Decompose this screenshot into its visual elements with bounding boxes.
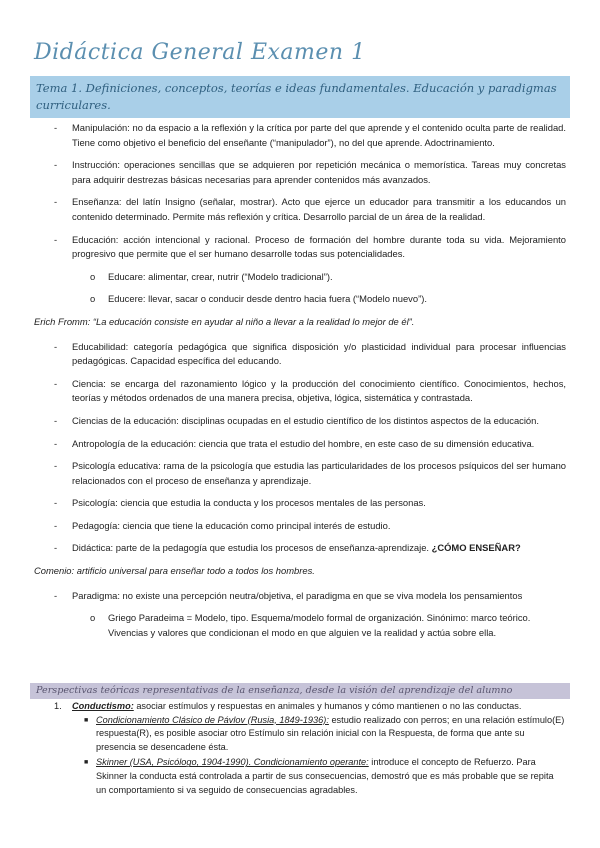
numbered-item: 1. Conductismo: asociar estímulos y respuestas en animales y humanos y cómo mantienen o no las conductas. — [54, 701, 522, 711]
page-title: Didáctica General Examen 1 — [34, 40, 366, 65]
definition-item: - Ciencia: se encarga del razonamiento lógico y la producción del conocimiento científico. Conocimientos, hechos, teorías y métodos ordenados de una manera precisa, objetiva, lógica, sistemática y contrastada. — [54, 377, 566, 404]
section-heading: Tema 1. Definiciones, conceptos, teorías e ideas fundamentales. Educación y paradigmas curriculares. — [36, 81, 557, 112]
definition-item: - Educación: acción intencional y racional. Proceso de formación del hombre durante toda su vida. Mejoramiento progresivo que permite que el ser humano desarrolle todas sus potencialidades. — [54, 233, 566, 260]
section-heading-2: Perspectivas teóricas representativas de la enseñanza, desde la visión del aprendizaje del alumno — [36, 685, 513, 696]
sub-point: ■ Condicionamiento Clásico de Pávlov (Rusia, 1849-1936): estudio realizado con perros; en una relación estímulo(E) respuesta(R), es posible asociar otro Estímulo sin relación inicial con la Respuesta, de forma que ante su presencia se desencadene ésta. — [84, 714, 565, 752]
definition-item: - Psicología educativa: rama de la psicología que estudia las particularidades de los procesos psíquicos del ser humano relacionados con el proceso de enseñanza y aprendizaje. — [54, 460, 566, 486]
quote: Erich Fromm: “La educación consiste en ayudar al niño a llevar a la realidad lo mejor de él”. — [34, 315, 415, 327]
section-body-2 — [34, 700, 566, 799]
section-heading-band-2 — [30, 683, 570, 699]
definition-item: - Ciencias de la educación: disciplinas ocupadas en el estudio científico de los distintos aspectos de la educación. — [54, 414, 539, 426]
sub-item: o Educare: alimentar, crear, nutrir (“Modelo tradicional”). — [90, 270, 333, 282]
definition-item: - Educabilidad: categoría pedagógica que significa disposición y/o plasticidad individual para procesar influencias pedagógicas. Capacidad específica del educando. — [54, 340, 566, 367]
quote: Comenio: artificio universal para enseñar todo a todos los hombres. — [34, 565, 315, 577]
definition-item: - Paradigma: no existe una percepción neutra/objetiva, el paradigma en que se viva modela los pensamientos — [54, 589, 523, 601]
section-heading-band — [30, 76, 570, 118]
definition-item-didactica: - Didáctica: parte de la pedagogía que estudia los procesos de enseñanza-aprendizaje. ¿CÓMO ENSEÑAR? — [54, 542, 521, 554]
definition-item: - Manipulación: no da espacio a la reflexión y la crítica por parte del que aprende y el contenido oculta parte de realidad. Tiene como objetivo el beneficio del enseñante (“manipulador”), no del que aprende. Adoctrinamiento. — [54, 122, 566, 148]
definition-item: - Instrucción: operaciones sencillas que se adquieren por repetición mecánica o memorística. Tareas muy concretas para adquirir destrezas básicas necesarias para aprender contenidos más avanzados. — [54, 159, 566, 185]
section-body — [34, 121, 566, 648]
definition-item: - Pedagogía: ciencia que tiene la educación como principal interés de estudio. — [54, 519, 391, 531]
sub-point: ■ Skinner (USA, Psicólogo, 1904-1990). Condicionamiento operante: introduce el concepto de Refuerzo. Para Skinner la conducta está controlada a partir de sus consecuencias, demostró que es más probable que se repita un comportamiento si va seguido de consecuencias agradables. — [84, 757, 554, 795]
definition-item: - Antropología de la educación: ciencia que trata el estudio del hombre, en este caso de su dimensión educativa. — [54, 437, 535, 449]
definition-item: - Enseñanza: del latín Insigno (señalar, mostrar). Acto que ejerce un educador para transmitir a los educandos un contenido determinado. Permite más reflexión y crítica. Desarrollo parcial de un área de la realidad. — [54, 196, 566, 222]
definition-item: - Psicología: ciencia que estudia la conducta y los procesos mentales de las personas. — [54, 497, 426, 509]
sub-item: o Griego Paradeima = Modelo, tipo. Esquema/modelo formal de organización. Sinónimo: marco teórico. Vivencias y valores que condicionan el modo en que alguien ve la realidad y actúa sobre ella. — [90, 612, 531, 638]
sub-item: o Educere: llevar, sacar o conducir desde dentro hacia fuera (“Modelo nuevo”). — [90, 293, 427, 305]
